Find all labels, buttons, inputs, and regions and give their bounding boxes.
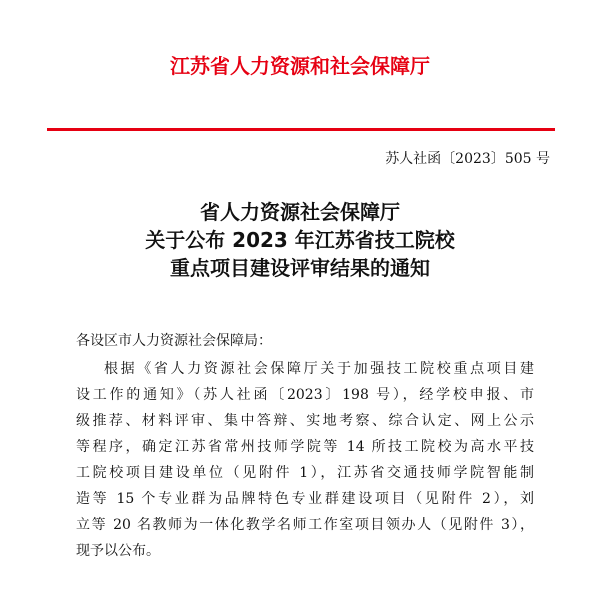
body-line: 等程序，确定江苏省常州技师学院等 14 所技工院校为高水平技: [76, 439, 534, 455]
addressee: 各设区市人力资源社会保障局：: [76, 333, 272, 349]
red-divider: [47, 128, 555, 131]
body-paragraph: [76, 356, 534, 564]
body-line: 工院校项目建设单位（见附件 1），江苏省交通技师学院智能制: [76, 465, 534, 481]
org-header: 江苏省人力资源和社会保障厅: [170, 54, 430, 78]
body-line: 现予以公布。: [76, 543, 160, 559]
body-line: 设工作的通知》（苏人社函〔2023〕198 号），经学校申报、市: [76, 387, 534, 403]
body-line: 造等 15 个专业群为品牌特色专业群建设项目（见附件 2），刘: [76, 491, 534, 507]
title-line: 省人力资源社会保障厅: [200, 200, 400, 224]
body-line: 根据《省人力资源社会保障厅关于加强技工院校重点项目建: [104, 361, 534, 377]
body-line: 级推荐、材料评审、集中答辩、实地考察、综合认定、网上公示: [76, 413, 534, 429]
title-line: 重点项目建设评审结果的通知: [170, 256, 430, 280]
document-title: [0, 198, 600, 282]
document-number: 苏人社函〔2023〕505 号: [385, 151, 550, 167]
title-line: 关于公布 2023 年江苏省技工院校: [145, 228, 455, 252]
body-line: 立等 20 名教师为一体化教学名师工作室项目领办人（见附件 3），: [76, 517, 534, 533]
